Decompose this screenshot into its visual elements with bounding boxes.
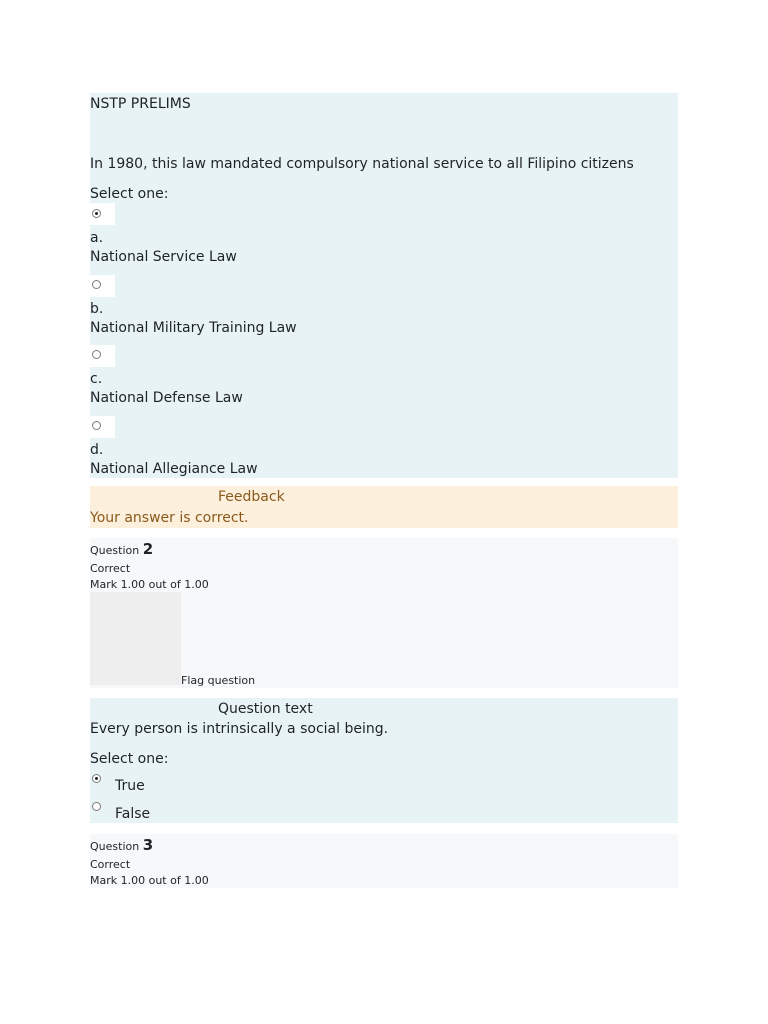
option-a-radio-box[interactable] [90,203,115,225]
select-one-label-2: Select one: [90,751,169,767]
option-c-letter: c. [90,371,103,387]
question-2-heading [90,540,154,558]
option-b-radio[interactable] [92,280,101,289]
option-b-radio-box[interactable] [90,275,115,297]
option-c-radio[interactable] [92,350,101,359]
question-1-panel [90,93,678,478]
option-d-radio[interactable] [92,421,101,430]
option-c-label[interactable]: National Defense Law [90,390,243,406]
question-3-status: Correct [90,858,131,871]
option-b-label[interactable]: National Military Training Law [90,320,297,336]
option-true-label[interactable]: True [115,778,145,794]
question-text-heading: Question text [218,701,313,717]
option-a-radio[interactable] [92,209,101,218]
flag-box[interactable] [90,592,181,685]
flag-question-link[interactable]: Flag question [181,674,256,687]
option-c-radio-box[interactable] [90,345,115,367]
option-a-letter: a. [90,230,104,246]
option-b-letter: b. [90,301,104,317]
question-2-panel [90,698,678,823]
feedback-heading: Feedback [218,489,285,505]
question-2-text: Every person is intrinsically a social being. [90,721,389,737]
quiz-title: NSTP PRELIMS [90,96,191,112]
select-one-label: Select one: [90,186,169,202]
question-label: Question [90,544,140,557]
question-number: 3 [142,836,154,854]
question-2-mark: Mark 1.00 out of 1.00 [90,578,209,591]
feedback-text: Your answer is correct. [90,510,249,526]
option-false-radio[interactable] [92,802,101,811]
option-d-label[interactable]: National Allegiance Law [90,461,258,477]
option-a-label[interactable]: National Service Law [90,249,237,265]
option-true-radio[interactable] [92,774,101,783]
question-1-text: In 1980, this law mandated compulsory national service to all Filipino citizens [90,156,634,172]
option-false-label[interactable]: False [115,806,151,822]
question-label: Question [90,840,140,853]
question-2-status: Correct [90,562,131,575]
option-d-radio-box[interactable] [90,416,115,438]
question-3-mark: Mark 1.00 out of 1.00 [90,874,209,887]
question-3-heading [90,836,154,854]
option-d-letter: d. [90,442,104,458]
question-number: 2 [142,540,154,558]
